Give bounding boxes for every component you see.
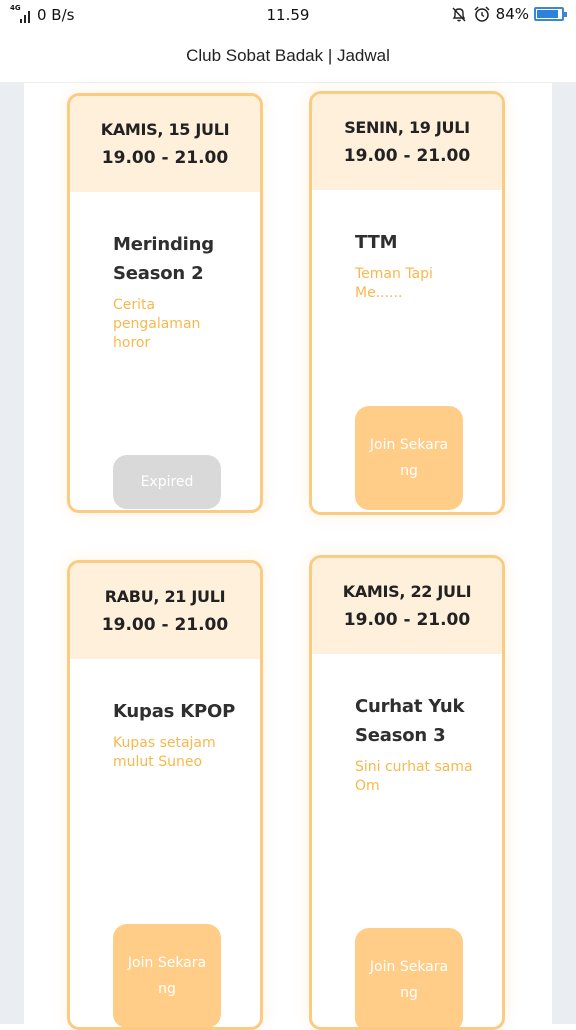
signal-icon — [10, 4, 32, 23]
expired-button: Expired — [113, 455, 221, 509]
card-header — [70, 96, 260, 192]
card-description: Kupas setajam mulut Suneo — [113, 735, 216, 770]
card-time: 19.00 - 21.00 — [343, 146, 471, 166]
card-time: 19.00 - 21.00 — [101, 148, 229, 168]
card-header — [70, 563, 260, 659]
card-date: KAMIS, 22 JULI — [342, 582, 472, 601]
network-speed: 0 B/s — [37, 6, 75, 24]
card-date: KAMIS, 15 JULI — [100, 120, 230, 139]
card-title: Merinding Season 2 — [113, 234, 214, 284]
clock: 11.59 — [266, 6, 310, 24]
schedule-card — [309, 555, 505, 1030]
card-time: 19.00 - 21.00 — [101, 615, 229, 635]
page-title: Club Sobat Badak | Jadwal — [186, 46, 390, 65]
card-header — [312, 558, 502, 654]
schedule-card — [309, 91, 505, 515]
bell-off-icon — [450, 5, 468, 23]
card-description: Cerita pengalaman horor — [113, 297, 201, 351]
battery-icon — [534, 7, 564, 21]
card-body — [312, 228, 502, 515]
join-button[interactable]: Join Sekarang — [355, 406, 463, 510]
join-button[interactable]: Join Sekarang — [113, 924, 221, 1028]
schedule-card — [67, 560, 263, 1030]
card-description: Sini curhat sama Om — [355, 759, 473, 794]
app-header — [0, 30, 576, 83]
card-date: SENIN, 19 JULI — [344, 118, 470, 137]
card-body — [70, 697, 260, 1030]
status-bar — [0, 0, 576, 30]
card-header — [312, 94, 502, 190]
schedule-card — [67, 93, 263, 513]
card-title: TTM — [355, 232, 398, 253]
battery-percent: 84% — [495, 5, 529, 23]
schedule-panel — [24, 83, 552, 1024]
card-time: 19.00 - 21.00 — [343, 610, 471, 630]
card-title: Kupas KPOP — [113, 701, 236, 722]
card-description: Teman Tapi Me...... — [355, 266, 433, 301]
card-date: RABU, 21 JULI — [104, 587, 226, 606]
alarm-icon — [473, 5, 491, 23]
card-body — [312, 692, 502, 1030]
card-title: Curhat Yuk Season 3 — [355, 696, 465, 746]
schedule-page[interactable] — [0, 83, 576, 1024]
card-body — [70, 230, 260, 513]
network-type: 4G — [10, 4, 21, 12]
join-button[interactable]: Join Sekarang — [355, 928, 463, 1030]
